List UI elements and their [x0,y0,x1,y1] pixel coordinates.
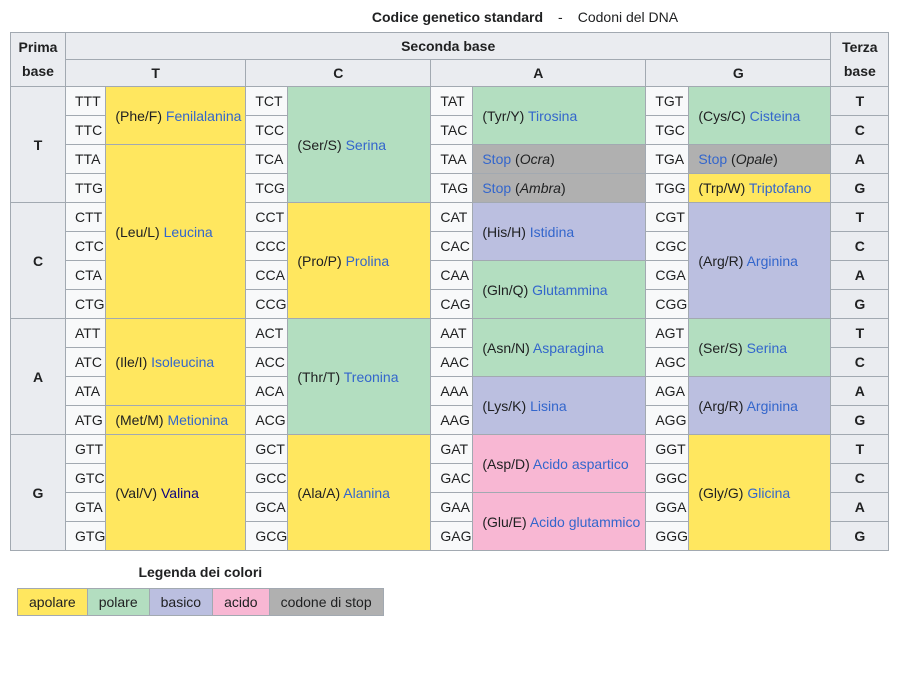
codon-cell-GAG: GAG [431,522,473,551]
codon-cell-GTC: GTC [66,464,106,493]
amino-link[interactable]: Metionina [167,412,229,428]
codon-cell-CCT: CCT [246,203,288,232]
codon-cell-CAC: CAC [431,232,473,261]
codon-cell-AAT: AAT [431,319,473,348]
amino-prefix: (Ser/S) [698,339,747,356]
third-base-cell: T [831,435,889,464]
first-base-cell-A: A [11,319,66,435]
amino-cell [473,87,646,145]
first-base-cell-G: G [11,435,66,551]
first-base-cell-C: C [11,203,66,319]
third-base-cell: G [831,174,889,203]
codon-cell-AGG: AGG [646,406,689,435]
amino-prefix: (Pro/P) [297,252,346,269]
amino-prefix: (Glu/E) [482,513,530,530]
amino-cell [689,319,831,377]
codon-cell-GCG: GCG [246,522,288,551]
amino-cell [689,87,831,145]
first-base-cell-T: T [11,87,66,203]
amino-link[interactable]: Serina [746,339,788,356]
amino-link[interactable]: Alanina [343,484,390,501]
codon-cell-TCC: TCC [246,116,288,145]
amino-link[interactable]: Glutammina [532,281,608,298]
codon-cell-TCA: TCA [246,145,288,174]
codon-cell-ACT: ACT [246,319,288,348]
codon-cell-GAT: GAT [431,435,473,464]
amino-cell [473,261,646,319]
amino-cell [106,145,246,319]
amino-link[interactable]: Cisteina [749,107,801,124]
legend-title: Legenda dei colori [138,564,263,580]
amino-prefix: (Ile/I) [115,354,152,370]
third-base-cell: G [831,522,889,551]
codon-cell-ACA: ACA [246,377,288,406]
third-base-cell: G [831,406,889,435]
amino-cell [288,435,431,551]
codon-cell-TGC: TGC [646,116,689,145]
amino-prefix: (Phe/F) [115,107,166,124]
genetic-code-page [0,9,902,677]
third-base-cell: C [831,464,889,493]
amino-cell [473,203,646,261]
amino-link[interactable]: Triptofano [748,180,812,196]
amino-prefix: (Asn/N) [482,339,533,356]
stop-link[interactable]: Stop [482,151,512,167]
codon-cell-ATC: ATC [66,348,106,377]
amino-link[interactable]: Asparagina [532,339,604,356]
table-title [148,9,902,25]
codon-cell-GTA: GTA [66,493,106,522]
codon-cell-CAT: CAT [431,203,473,232]
amino-prefix: (His/H) [482,223,530,240]
amino-cell [473,435,646,493]
codon-cell-GGT: GGT [646,435,689,464]
amino-link[interactable]: Valina [160,484,199,501]
amino-link[interactable]: Leucina [163,223,213,240]
first-base-header: Prima base [11,33,66,87]
title-separator: - [558,9,563,25]
amino-cell [106,435,246,551]
amino-prefix: (Lys/K) [482,397,531,414]
stop-note: (Ocra) [511,151,555,167]
amino-cell [473,174,646,203]
codon-cell-ATG: ATG [66,406,106,435]
legend-item-acido: acido [213,589,269,616]
amino-prefix: (Arg/R) [698,252,747,269]
codon-cell-TGA: TGA [646,145,689,174]
amino-prefix: (Ala/A) [297,484,344,501]
amino-cell [288,87,431,203]
second-base-col-A: A [431,60,646,87]
codon-cell-CCG: CCG [246,290,288,319]
codon-cell-GCA: GCA [246,493,288,522]
codon-cell-AAG: AAG [431,406,473,435]
legend-item-stop: codone di stop [269,589,383,616]
codon-cell-TAT: TAT [431,87,473,116]
codon-cell-TGT: TGT [646,87,689,116]
third-base-cell: T [831,319,889,348]
amino-cell [288,319,431,435]
third-base-cell: A [831,261,889,290]
codon-cell-GGA: GGA [646,493,689,522]
amino-cell [689,435,831,551]
amino-prefix: (Trp/W) [698,180,749,196]
codon-cell-CAG: CAG [431,290,473,319]
amino-prefix: (Met/M) [115,412,168,428]
amino-cell [473,493,646,551]
stop-note: (Opale) [727,151,778,167]
header-row-1 [11,33,889,60]
codon-cell-AAC: AAC [431,348,473,377]
stop-note: (Ambra) [511,180,566,196]
amino-cell [689,203,831,319]
second-base-col-G: G [646,60,831,87]
third-base-cell: G [831,290,889,319]
codon-cell-CTG: CTG [66,290,106,319]
codon-cell-CGC: CGC [646,232,689,261]
codon-cell-TTC: TTC [66,116,106,145]
codon-cell-ACC: ACC [246,348,288,377]
codon-cell-GGC: GGC [646,464,689,493]
amino-prefix: (Arg/R) [698,397,747,414]
codon-cell-CGA: CGA [646,261,689,290]
amino-prefix: (Gly/G) [698,484,748,501]
amino-link[interactable]: Acido glutammico [529,513,641,530]
second-base-col-C: C [246,60,431,87]
codon-cell-AGA: AGA [646,377,689,406]
table-row [11,87,889,116]
legend-table [17,588,384,616]
amino-cell [473,377,646,435]
amino-prefix: (Val/V) [115,484,161,501]
third-base-cell: C [831,348,889,377]
genetic-code-table [10,32,889,551]
amino-cell [473,145,646,174]
amino-link[interactable]: Treonina [343,368,399,385]
amino-link[interactable]: Isoleucina [151,354,215,370]
amino-prefix: (Tyr/Y) [482,107,528,124]
third-base-header: Terza base [831,33,889,87]
legend-item-apolare: apolare [18,589,88,616]
amino-link[interactable]: Tirosina [527,107,578,124]
codon-cell-ACG: ACG [246,406,288,435]
amino-link[interactable]: Arginina [746,397,798,414]
amino-prefix: (Ser/S) [297,136,346,153]
amino-prefix: (Gln/Q) [482,281,533,298]
codon-cell-GAA: GAA [431,493,473,522]
amino-link[interactable]: Prolina [345,252,390,269]
codon-cell-GTT: GTT [66,435,106,464]
amino-link[interactable]: Acido aspartico [532,455,629,472]
codon-cell-AAA: AAA [431,377,473,406]
third-base-cell: A [831,145,889,174]
codon-cell-GCC: GCC [246,464,288,493]
codon-cell-GGG: GGG [646,522,689,551]
second-base-col-T: T [66,60,246,87]
amino-link[interactable]: Arginina [746,252,798,269]
header-row-2 [11,60,889,87]
codon-cell-TCT: TCT [246,87,288,116]
third-base-cell: A [831,493,889,522]
amino-link[interactable]: Lisina [530,397,567,414]
codon-cell-TAA: TAA [431,145,473,174]
codon-cell-GTG: GTG [66,522,106,551]
codon-cell-AGC: AGC [646,348,689,377]
codon-cell-TGG: TGG [646,174,689,203]
codon-cell-GCT: GCT [246,435,288,464]
stop-link[interactable]: Stop [482,180,512,196]
codon-cell-GAC: GAC [431,464,473,493]
legend [17,564,384,616]
codon-cell-CCA: CCA [246,261,288,290]
codon-cell-CTA: CTA [66,261,106,290]
amino-link[interactable]: Fenilalanina [165,107,242,124]
amino-prefix: (Cys/C) [698,107,750,124]
codon-cell-TTA: TTA [66,145,106,174]
amino-link[interactable]: Istidina [529,223,575,240]
codon-cell-CGG: CGG [646,290,689,319]
stop-link[interactable]: Stop [698,151,728,167]
third-base-cell: C [831,116,889,145]
amino-prefix: (Thr/T) [297,368,344,385]
table-row [11,435,889,464]
second-base-header: Seconda base [66,33,831,60]
third-base-cell: T [831,87,889,116]
codon-cell-CGT: CGT [646,203,689,232]
title-subtitle: Codoni del DNA [577,9,679,25]
codon-cell-TAC: TAC [431,116,473,145]
legend-item-polare: polare [87,589,149,616]
codon-cell-TAG: TAG [431,174,473,203]
amino-cell [106,319,246,406]
amino-link[interactable]: Serina [345,136,387,153]
third-base-cell: C [831,232,889,261]
codon-cell-TTT: TTT [66,87,106,116]
amino-link[interactable]: Glicina [747,484,791,501]
amino-cell [106,406,246,435]
codon-cell-CTC: CTC [66,232,106,261]
codon-cell-CCC: CCC [246,232,288,261]
amino-cell [288,203,431,319]
codon-cell-ATT: ATT [66,319,106,348]
amino-cell [473,319,646,377]
amino-cell [106,87,246,145]
amino-cell [689,145,831,174]
codon-cell-CAA: CAA [431,261,473,290]
amino-prefix: (Leu/L) [115,223,164,240]
table-row [11,145,889,174]
codon-cell-TTG: TTG [66,174,106,203]
title-main: Codice genetico standard [371,9,544,25]
codon-cell-TCG: TCG [246,174,288,203]
third-base-cell: A [831,377,889,406]
codon-cell-ATA: ATA [66,377,106,406]
legend-row [18,589,384,616]
codon-cell-AGT: AGT [646,319,689,348]
legend-item-basico: basico [149,589,212,616]
codon-cell-CTT: CTT [66,203,106,232]
amino-cell [689,377,831,435]
amino-cell [689,174,831,203]
third-base-cell: T [831,203,889,232]
amino-prefix: (Asp/D) [482,455,533,472]
table-row [11,319,889,348]
